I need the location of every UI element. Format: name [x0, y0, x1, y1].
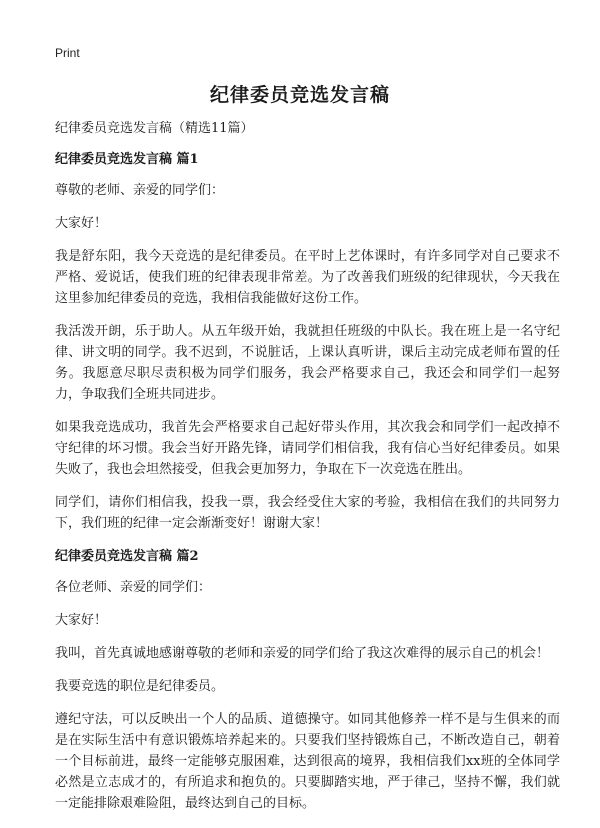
page-title: 纪律委员竞选发言稿 [209, 84, 390, 106]
paragraph: 遵纪守法，可以反映出一个人的品质、道德操守。如同其他修养一样不是与生俱来的而是在实际生活中有意识锻炼培养起来的。只要我们坚持锻炼自己，不断改造自己，朝着一个目标前进，最终一定能够克服困难，达到很高的境界，我相信我们xx班的全体同学必然是立志成才的，有所追求和抱负的。只要脚踏实地，严于律己，坚持不懈，我们就一定能排除艰难险阻，最终达到自己的目标。 [55, 712, 560, 811]
paragraph: 尊敬的老师、亲爱的同学们： [55, 183, 225, 198]
document-subtitle: 纪律委员竞选发言稿（精选11篇） [55, 121, 254, 136]
paragraph: 如果我竞选成功，我首先会严格要求自己起好带头作用，其次我会和同学们一起改掉不守纪律的坏习惯。我会当好开路先锋，请同学们相信我，我有信心当好纪律委员。如果失败了，我也会坦然接受，但我会更加努力，争取在下一次竞选在胜出。 [55, 420, 560, 477]
paragraph: 各位老师、亲爱的同学们： [55, 580, 212, 595]
print-link[interactable]: Print [55, 46, 80, 60]
paragraph: 我叫，首先真诚地感谢尊敬的老师和亲爱的同学们给了我这次难得的展示自己的机会！ [55, 646, 550, 661]
paragraph: 同学们，请你们相信我，投我一票，我会经受住大家的考验，我相信在我们的共同努力下，我们班的纪律一定会渐渐变好！谢谢大家！ [55, 495, 560, 531]
section-heading: 纪律委员竞选发言稿 篇1 [55, 152, 199, 167]
document-body [55, 118, 560, 826]
paragraph: 我活泼开朗，乐于助人。从五年级开始，我就担任班级的中队长。我在班上是一名守纪律、讲文明的同学。我不迟到，不说脏话，上课认真听讲，课后主动完成老师布置的任务。我愿意尽职尽责积极为同学们服务，我会严格要求自己，我还会和同学们一起努力，争取我们全班共同进步。 [55, 324, 560, 402]
paragraph: 大家好！ [55, 613, 108, 628]
paragraph: 大家好！ [55, 216, 108, 231]
section-heading: 纪律委员竞选发言稿 篇2 [55, 549, 199, 564]
paragraph: 我是舒东阳，我今天竞选的是纪律委员。在平时上艺体课时，有许多同学对自己要求不严格、爱说话，使我们班的纪律表现非常差。为了改善我们班级的纪律现状，今天我在这里参加纪律委员的竞选，我相信我能做好这份工作。 [55, 249, 560, 306]
paragraph: 我要竞选的职位是纪律委员。 [55, 679, 225, 694]
